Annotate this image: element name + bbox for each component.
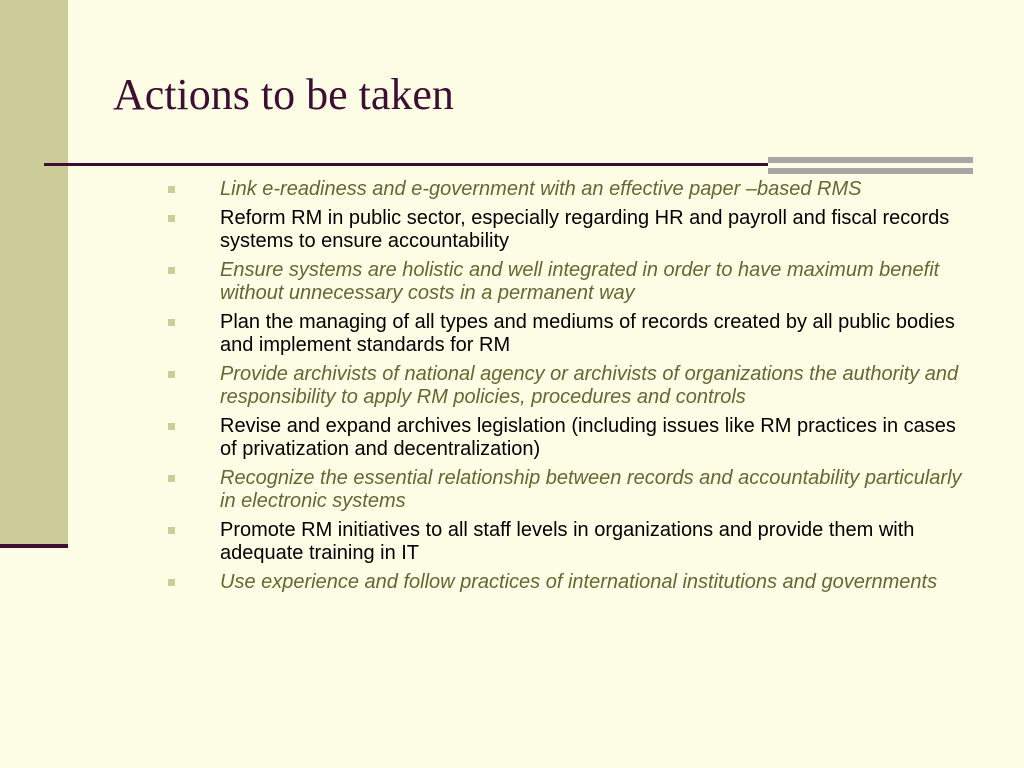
bullet-square-icon (168, 423, 175, 430)
accent-bars (768, 157, 973, 179)
list-item-text: Plan the managing of all types and mediums of records created by all public bodies and implement standards for RM (220, 311, 955, 356)
bullet-square-icon (168, 527, 175, 534)
list-item (168, 259, 968, 305)
bullet-square-icon (168, 267, 175, 274)
list-item-text: Recognize the essential relationship between records and accountability particularly in electronic systems (220, 467, 962, 512)
title-divider (44, 163, 768, 166)
list-item (168, 311, 968, 357)
list-item-text: Link e-readiness and e-government with an effective paper –based RMS (220, 178, 862, 200)
bullet-square-icon (168, 319, 175, 326)
accent-bar (768, 157, 973, 163)
list-item-text: Use experience and follow practices of international institutions and governments (220, 571, 938, 593)
list-item (168, 178, 968, 201)
list-item (168, 467, 968, 513)
bullet-square-icon (168, 579, 175, 586)
bullet-square-icon (168, 475, 175, 482)
list-item (168, 363, 968, 409)
bullet-square-icon (168, 186, 175, 193)
bullet-list (168, 178, 968, 600)
list-item (168, 415, 968, 461)
list-item-text: Promote RM initiatives to all staff levels in organizations and provide them with adequate training in IT (220, 519, 915, 564)
bullet-square-icon (168, 371, 175, 378)
list-item-text: Revise and expand archives legislation (including issues like RM practices in cases of privatization and decentralization) (220, 415, 956, 460)
list-item (168, 519, 968, 565)
accent-bar (768, 168, 973, 174)
left-decorative-band (0, 0, 68, 545)
list-item (168, 207, 968, 253)
list-item-text: Provide archivists of national agency or archivists of organizations the authority and responsibility to apply RM policies, procedures and controls (220, 363, 959, 408)
list-item (168, 571, 968, 594)
list-item-text: Ensure systems are holistic and well integrated in order to have maximum benefit without unnecessary costs in a permanent way (220, 259, 940, 304)
slide-title: Actions to be taken (113, 70, 454, 119)
list-item-text: Reform RM in public sector, especially regarding HR and payroll and fiscal records systems to ensure accountability (220, 207, 950, 252)
bullet-square-icon (168, 215, 175, 222)
left-band-rule (0, 544, 68, 548)
